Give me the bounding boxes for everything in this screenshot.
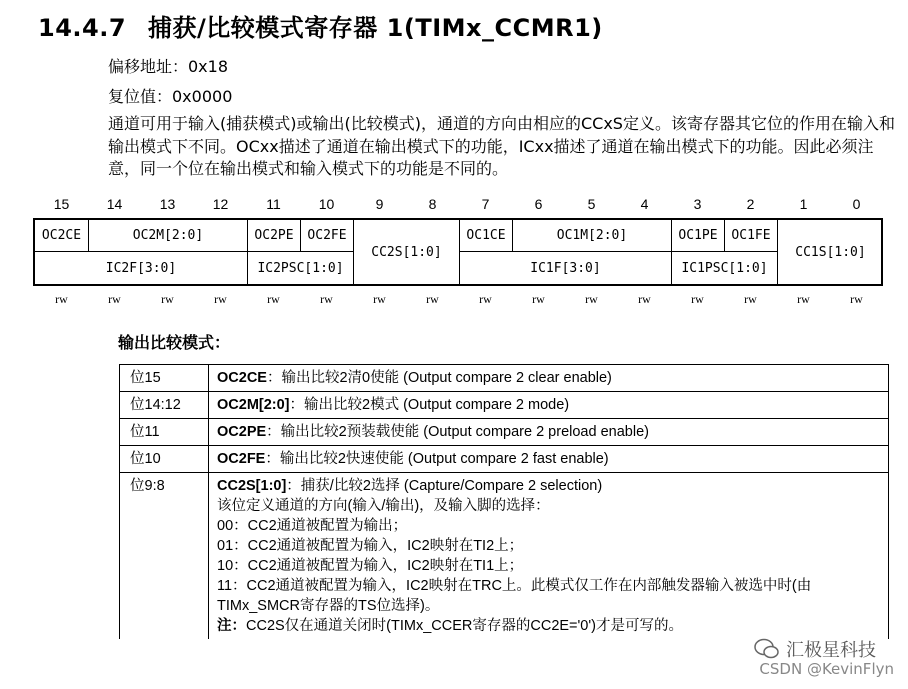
register-field: IC2F[3:0]: [105, 260, 177, 276]
bit-description: [209, 419, 889, 446]
table-row: [120, 473, 889, 640]
field-summary: ：输出比较2快速使能 (Output compare 2 fast enable): [265, 451, 609, 467]
wechat-icon: [754, 638, 780, 660]
table-row: [120, 392, 889, 419]
access-type: rw: [479, 292, 492, 306]
field-name: OC2M[2:0]: [217, 397, 290, 413]
bit-description: [209, 446, 889, 473]
bit-number: 14: [106, 196, 123, 212]
bit-number: 11: [266, 196, 281, 212]
bit-number: 3: [693, 196, 702, 212]
register-field: IC2PSC[1:0]: [247, 252, 353, 284]
field-summary: ：输出比较2预装载使能 (Output compare 2 preload enable): [266, 424, 649, 440]
bit-number: 0: [852, 196, 861, 212]
access-type: rw: [744, 292, 757, 306]
cc2s-line: 00：CC2通道被配置为输出；: [217, 518, 408, 534]
bit-number: 13: [159, 196, 176, 212]
bit-description-table: [119, 364, 889, 639]
offset-address: 偏移地址：0x18: [108, 57, 229, 76]
field-name: OC2PE: [217, 424, 267, 440]
access-type: rw: [532, 292, 545, 306]
field-summary: ：输出比较2模式 (Output compare 2 mode): [289, 397, 570, 413]
bit-number: 1: [799, 196, 808, 212]
bit-number: 6: [534, 196, 543, 212]
table-row: [120, 365, 889, 392]
register-field: OC2FE: [300, 220, 353, 252]
access-type: rw: [267, 292, 280, 306]
bit-description: [209, 365, 889, 392]
bit-range: 位10: [120, 446, 209, 473]
register-field: OC1PE: [671, 220, 724, 252]
register-field: OC1CE: [459, 220, 512, 252]
access-type: rw: [108, 292, 121, 306]
cc2s-line: 11：CC2通道被配置为输入，IC2映射在TRC上。此模式仅工作在内部触发器输入被选中时(由TIMx_SMCR寄存器的TS位选择)。: [217, 578, 812, 614]
access-type: rw: [214, 292, 227, 306]
bit-range: 位14:12: [120, 392, 209, 419]
watermark-site: CSDN @KevinFlyn: [759, 660, 894, 678]
bit-description: [209, 392, 889, 419]
bit-description: [209, 473, 889, 640]
cc2s-line: 10：CC2通道被配置为输入，IC2映射在TI1上；: [217, 558, 524, 574]
register-field: OC1M[2:0]: [512, 220, 671, 252]
access-type: rw: [320, 292, 333, 306]
field-name: OC2FE: [217, 451, 266, 467]
register-field: IC1F[3:0]: [459, 252, 671, 284]
register-field: IC1PSC[1:0]: [671, 252, 777, 284]
register-field: OC1FE: [724, 220, 777, 252]
register-diagram: [33, 218, 883, 286]
field-summary: ：捕获/比较2选择 (Capture/Compare 2 selection): [286, 478, 603, 494]
register-field: OC2PE: [247, 220, 300, 252]
bit-range: 位9:8: [120, 473, 209, 640]
bit-range: 位15: [120, 365, 209, 392]
bit-number: 7: [481, 196, 490, 212]
bit-number: 8: [428, 196, 437, 212]
register-field: CC2S[1:0]: [353, 220, 459, 284]
field-name: OC2CE: [217, 370, 267, 386]
access-type: rw: [797, 292, 810, 306]
bit-number: 10: [318, 196, 335, 212]
bit-number: 12: [212, 196, 229, 212]
section-number: 14.4.7: [38, 14, 127, 42]
watermark-brand-text: 汇极星科技: [786, 640, 876, 661]
access-row: [35, 292, 883, 307]
access-type: rw: [691, 292, 704, 306]
bit-number-row: [35, 196, 883, 212]
output-compare-title: 输出比较模式：: [118, 333, 231, 352]
register-field: OC2M[2:0]: [88, 220, 247, 252]
bit-number: 15: [53, 196, 70, 212]
table-row: [120, 446, 889, 473]
section-title: 捕获/比较模式寄存器 1(TIMx_CCMR1): [148, 14, 603, 42]
bit-range: 位11: [120, 419, 209, 446]
intro-paragraph: 通道可用于输入(捕获模式)或输出(比较模式)，通道的方向由相应的CCxS定义。该寄存器其它位的作用在输入和输出模式下不同。OCxx描述了通道在输出模式下的功能，ICxx描述了通道在输出模式下的功能。因此必须注意，同一个位在输出模式和输入模式下的功能是不同的。: [108, 114, 895, 178]
access-type: rw: [585, 292, 598, 306]
table-row: [120, 419, 889, 446]
access-type: rw: [426, 292, 439, 306]
note-label: 注：: [217, 618, 246, 634]
bit-number: 4: [640, 196, 649, 212]
bit-number: 5: [587, 196, 596, 212]
field-name: CC2S[1:0]: [217, 478, 287, 494]
access-type: rw: [850, 292, 863, 306]
watermark-brand: [754, 636, 876, 662]
reset-value: 复位值：0x0000: [108, 87, 233, 106]
access-type: rw: [638, 292, 651, 306]
register-field: OC2CE: [35, 220, 88, 252]
bit-number: 9: [375, 196, 384, 212]
cc2s-line: 01：CC2通道被配置为输入，IC2映射在TI2上；: [217, 538, 524, 554]
bit-number: 2: [746, 196, 755, 212]
section-heading: [38, 8, 603, 43]
field-summary: ：输出比较2清0使能 (Output compare 2 clear enable): [266, 370, 612, 386]
access-type: rw: [373, 292, 386, 306]
note-text: CC2S仅在通道关闭时(TIMx_CCER寄存器的CC2E='0')才是可写的。: [246, 618, 683, 634]
access-type: rw: [55, 292, 68, 306]
register-field: CC1S[1:0]: [777, 220, 883, 284]
access-type: rw: [161, 292, 174, 306]
cc2s-line: 该位定义通道的方向(输入/输出)，及输入脚的选择：: [217, 498, 550, 514]
